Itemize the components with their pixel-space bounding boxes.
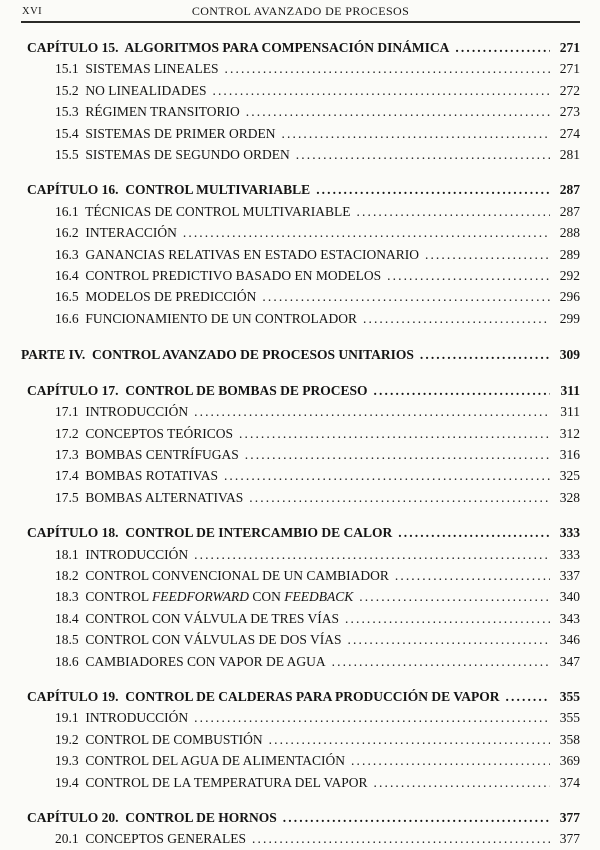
entry-dot-leader — [269, 729, 550, 750]
entry-page: 292 — [559, 268, 580, 284]
entry-label: 15.5 SISTEMAS DE SEGUNDO ORDEN — [55, 147, 290, 163]
toc-entry — [21, 201, 580, 222]
entry-page: 377 — [559, 810, 580, 825]
toc-entry — [21, 522, 580, 543]
entry-dot-leader — [252, 828, 550, 849]
entry-label: 19.2 CONTROL DE COMBUSTIÓN — [55, 731, 263, 747]
toc-entry — [21, 265, 580, 286]
entry-label: CAPÍTULO 18. CONTROL DE INTERCAMBIO DE CALOR — [27, 525, 393, 541]
toc-entry — [21, 286, 580, 307]
entry-dot-leader — [224, 465, 550, 486]
entry-page: 289 — [559, 246, 580, 262]
entry-label: 17.5 BOMBAS ALTERNATIVAS — [55, 489, 244, 505]
entry-label: PARTE IV. CONTROL AVANZADO DE PROCESOS UNITARIOS — [21, 347, 414, 363]
entry-page: 312 — [559, 425, 580, 441]
entry-label: CAPÍTULO 20. CONTROL DE HORNOS — [27, 810, 277, 825]
toc-entry — [21, 123, 580, 144]
entry-page: 355 — [559, 688, 580, 704]
entry-page: 271 — [559, 61, 580, 77]
entry-dot-leader — [296, 144, 550, 165]
entry-label: 16.5 MODELOS DE PREDICCIÓN — [55, 289, 257, 305]
entry-dot-leader — [183, 222, 550, 243]
entry-page: 346 — [559, 632, 580, 648]
running-header — [21, 4, 580, 19]
toc-entry — [21, 244, 580, 265]
entry-label: 18.1 INTRODUCCIÓN — [55, 546, 189, 562]
entry-label: 17.3 BOMBAS CENTRÍFUGAS — [55, 446, 239, 462]
entry-page: 272 — [559, 82, 580, 98]
entry-page: 299 — [559, 310, 580, 326]
entry-dot-leader — [398, 522, 550, 543]
toc-entry — [21, 544, 580, 565]
entry-label: 16.2 INTERACCIÓN — [55, 225, 177, 241]
entry-label: 18.4 CONTROL CON VÁLVULA DE TRES VÍAS — [55, 610, 340, 626]
entry-page: 287 — [559, 182, 580, 198]
toc-entry — [21, 401, 580, 422]
entry-dot-leader — [374, 772, 550, 793]
entry-dot-leader — [348, 629, 550, 650]
entry-dot-leader — [506, 686, 550, 707]
entry-page: 287 — [559, 203, 580, 219]
entry-page: 328 — [559, 489, 580, 505]
entry-label: 19.3 CONTROL DEL AGUA DE ALIMENTACIÓN — [55, 753, 346, 769]
entry-page: 337 — [559, 567, 580, 583]
entry-page: 296 — [559, 289, 580, 305]
toc-entry — [21, 144, 580, 165]
toc-entry — [21, 465, 580, 486]
entry-dot-leader — [351, 750, 550, 771]
entry-label: 15.1 SISTEMAS LINEALES — [55, 61, 219, 77]
entry-label: 16.4 CONTROL PREDICTIVO BASADO EN MODELOS — [55, 268, 382, 284]
entry-page: 271 — [559, 40, 580, 55]
entry-label: 18.5 CONTROL CON VÁLVULAS DE DOS VÍAS — [55, 632, 342, 648]
entry-dot-leader — [455, 37, 550, 58]
entry-dot-leader — [225, 58, 550, 79]
toc-entry — [21, 586, 580, 607]
entry-dot-leader — [425, 244, 550, 265]
entry-label: 16.1 TÉCNICAS DE CONTROL MULTIVARIABLE — [55, 203, 351, 219]
entry-page: 309 — [559, 347, 580, 363]
entry-page: 358 — [559, 731, 580, 747]
entry-label: 18.2 CONTROL CONVENCIONAL DE UN CAMBIADOR — [55, 567, 389, 583]
entry-page: 347 — [559, 653, 580, 669]
entry-label: 20.1 CONCEPTOS GENERALES — [55, 831, 247, 847]
entry-label: 19.4 CONTROL DE LA TEMPERATURA DEL VAPOR — [55, 774, 368, 790]
entry-label: 19.1 INTRODUCCIÓN — [55, 710, 189, 726]
entry-label: 16.6 FUNCIONAMIENTO DE UN CONTROLADOR — [55, 310, 357, 326]
toc-entry — [21, 58, 580, 79]
toc-entry — [21, 222, 580, 243]
entry-label: 15.4 SISTEMAS DE PRIMER ORDEN — [55, 125, 276, 141]
entry-page: 273 — [559, 104, 580, 120]
toc-entry — [21, 37, 580, 58]
entry-label: 18.6 CAMBIADORES CON VAPOR DE AGUA — [55, 653, 326, 669]
entry-dot-leader — [239, 423, 550, 444]
entry-dot-leader — [194, 707, 550, 728]
toc-entry — [21, 828, 580, 849]
entry-dot-leader — [194, 401, 550, 422]
entry-label: 17.2 CONCEPTOS TEÓRICOS — [55, 425, 234, 441]
entry-page: 311 — [560, 382, 580, 398]
entry-page: 281 — [559, 147, 580, 163]
entry-label: CAPÍTULO 17. CONTROL DE BOMBAS DE PROCESO — [27, 382, 368, 398]
entry-label: 18.3 CONTROL FEEDFORWARD CON FEEDBACK — [55, 589, 354, 605]
entry-dot-leader — [345, 608, 550, 629]
entry-page: 311 — [560, 404, 580, 420]
toc-entry — [21, 651, 580, 672]
entry-dot-leader — [246, 101, 550, 122]
entry-dot-leader — [245, 444, 550, 465]
entry-label: 17.1 INTRODUCCIÓN — [55, 404, 189, 420]
entry-dot-leader — [363, 308, 550, 329]
entry-dot-leader — [212, 80, 550, 101]
entry-dot-leader — [249, 487, 550, 508]
toc-entry — [21, 487, 580, 508]
entry-label: 17.4 BOMBAS ROTATIVAS — [55, 468, 218, 484]
entry-label: CAPÍTULO 19. CONTROL DE CALDERAS PARA PRODUCCIÓN DE VAPOR — [27, 688, 500, 704]
toc-entry — [21, 707, 580, 728]
entry-page: 333 — [559, 546, 580, 562]
entry-page: 343 — [559, 610, 580, 626]
entry-page: 325 — [559, 468, 580, 484]
toc-entry — [21, 80, 580, 101]
entry-dot-leader — [332, 651, 550, 672]
entry-page: 374 — [559, 774, 580, 790]
entry-dot-leader — [420, 344, 550, 365]
entry-label: CAPÍTULO 15. ALGORITMOS PARA COMPENSACIÓN DINÁMICA — [27, 40, 450, 55]
toc-entry — [21, 344, 580, 365]
entry-dot-leader — [262, 286, 550, 307]
entry-page: 377 — [559, 831, 580, 847]
toc-entry — [21, 380, 580, 401]
entry-label: CAPÍTULO 16. CONTROL MULTIVARIABLE — [27, 182, 311, 198]
entry-dot-leader — [395, 565, 550, 586]
toc-entry — [21, 179, 580, 200]
header-rule — [21, 21, 580, 23]
toc-entry — [21, 772, 580, 793]
entry-label: 15.3 RÉGIMEN TRANSITORIO — [55, 104, 240, 120]
toc-list — [21, 37, 580, 850]
entry-page: 274 — [559, 125, 580, 141]
toc-entry — [21, 608, 580, 629]
entry-dot-leader — [359, 586, 550, 607]
entry-page: 288 — [559, 225, 580, 241]
entry-dot-leader — [316, 179, 550, 200]
toc-entry — [21, 750, 580, 771]
toc-entry — [21, 444, 580, 465]
toc-entry — [21, 423, 580, 444]
entry-dot-leader — [374, 380, 550, 401]
entry-label: 16.3 GANANCIAS RELATIVAS EN ESTADO ESTACIONARIO — [55, 246, 419, 262]
entry-page: 333 — [559, 525, 580, 541]
toc-entry — [21, 565, 580, 586]
header-page-number: XVI — [22, 6, 43, 17]
entry-label: 15.2 NO LINEALIDADES — [55, 82, 207, 98]
toc-entry — [21, 729, 580, 750]
entry-dot-leader — [282, 123, 550, 144]
entry-page: 369 — [559, 753, 580, 769]
entry-page: 340 — [559, 589, 580, 605]
toc-entry — [21, 686, 580, 707]
entry-dot-leader — [357, 201, 550, 222]
header-running-title: CONTROL AVANZADO DE PROCESOS — [191, 4, 410, 18]
toc-entry — [21, 308, 580, 329]
entry-dot-leader — [283, 807, 550, 828]
entry-page: 355 — [559, 710, 580, 726]
toc-entry — [21, 101, 580, 122]
toc-entry — [21, 807, 580, 828]
entry-page: 316 — [559, 446, 580, 462]
toc-entry — [21, 629, 580, 650]
entry-dot-leader — [194, 544, 550, 565]
entry-dot-leader — [387, 265, 550, 286]
